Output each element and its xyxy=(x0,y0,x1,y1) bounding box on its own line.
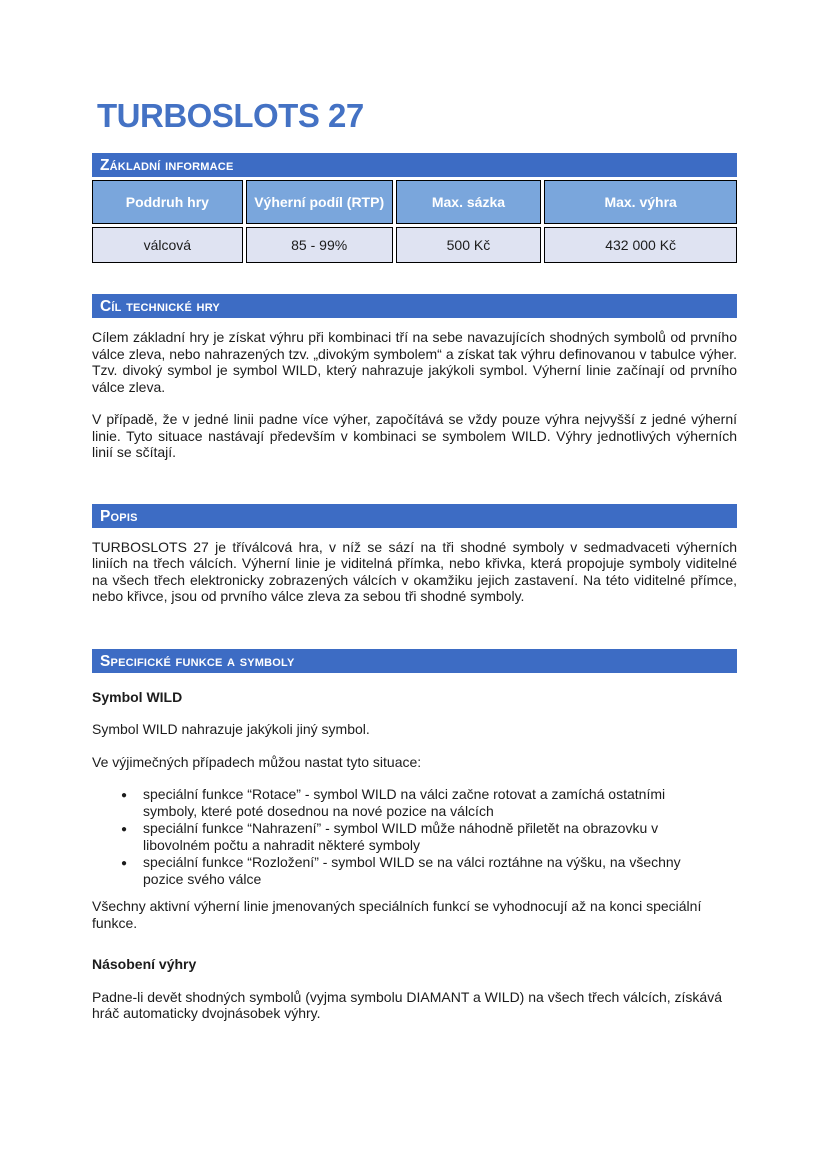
goal-paragraph-1: Cílem základní hry je získat výhru při kombinaci tří na sebe navazujících shodných symbolů od prvního válce zleva, nebo nahrazených tzv. „divokým symbolem“ a získat tak výhru definovanou v tabulce výher. Tzv. divoký symbol je symbol WILD, který nahrazuje jakýkoli symbol. Výherní linie začínají od prvního válce zleva. xyxy=(92,329,737,395)
column-header-poddruh-hry: Poddruh hry xyxy=(92,180,243,224)
page-title: TURBOSLOTS 27 xyxy=(97,97,364,134)
multiplier-text: Padne-li devět shodných symbolů (vyjma symbolu DIAMANT a WILD) na všech třech válcích, získává hráč automaticky dvojnásobek výhry. xyxy=(92,988,722,1021)
description-paragraph: TURBOSLOTS 27 je tříválcová hra, v níž se sází na tři shodné symboly v sedmadvaceti výherních liniích na třech válcích. Výherní linie je viditelná přímka, nebo křivka, která propojuje symboly viditelné na všech třech elektronicky zobrazených válcích v okamžiku jejich zastavení. Na této viditelné přímce, nebo křivce, jsou od prvního válce zleva za sebou tři shodné symboly. xyxy=(92,538,737,604)
list-item-rozlozeni: ● speciální funkce “Rozložení” - symbol WILD se na válci roztáhne na výšku, na všechny pozice svého válce xyxy=(143,854,703,888)
goal-section-body xyxy=(92,329,737,461)
section-header-popis: Popis xyxy=(92,504,737,528)
multiplier-heading: Násobení výhry xyxy=(92,956,197,972)
section-header-zakladni-informace: Základní informace xyxy=(92,153,737,177)
table-header-row xyxy=(92,180,737,224)
table-row xyxy=(92,227,737,263)
section-header-cil-technicke-hry: Cíl technické hry xyxy=(92,294,737,318)
goal-paragraph-2: V případě, že v jedné linii padne více výher, započítává se vždy pouze výhra nejvyšší z jedné výherní linie. Tyto situace nastávají především v kombinaci se symbolem WILD. Výhry jednotlivých výherních linií se sčítají. xyxy=(92,411,737,460)
list-item-rotace: ● speciální funkce “Rotace” - symbol WILD na válci začne rotovat a zamíchá ostatními symboly, které poté dosednou na nové pozice na válcích xyxy=(143,786,703,820)
symbol-wild-text: Symbol WILD nahrazuje jakýkoli jiný symbol. xyxy=(92,721,370,737)
cell-poddruh-hry: válcová xyxy=(92,227,243,263)
section-header-specificke-funkce: Specifické funkce a symboly xyxy=(92,649,737,673)
description-section-body xyxy=(92,539,737,605)
cell-rtp: 85 - 99% xyxy=(246,227,393,263)
column-header-max-sazka: Max. sázka xyxy=(396,180,542,224)
situations-intro: Ve výjimečných případech můžou nastat tyto situace: xyxy=(92,753,422,770)
features-section-body xyxy=(92,689,737,1022)
column-header-rtp: Výherní podíl (RTP) xyxy=(246,180,393,224)
cell-max-sazka: 500 Kč xyxy=(396,227,542,263)
list-item-nahrazeni: ● speciální funkce “Nahrazení” - symbol WILD může náhodně přiletět na obrazovku v libovolném počtu a nahradit některé symboly xyxy=(143,820,703,854)
cell-max-vyhra: 432 000 Kč xyxy=(544,227,737,263)
evaluation-note: Všechny aktivní výherní linie jmenovaných speciálních funkcí se vyhodnocují až na konci speciální funkce. xyxy=(92,898,702,931)
basic-info-table xyxy=(89,177,740,266)
column-header-max-vyhra: Max. výhra xyxy=(544,180,737,224)
special-functions-list xyxy=(92,786,737,888)
symbol-wild-heading: Symbol WILD xyxy=(92,688,183,705)
